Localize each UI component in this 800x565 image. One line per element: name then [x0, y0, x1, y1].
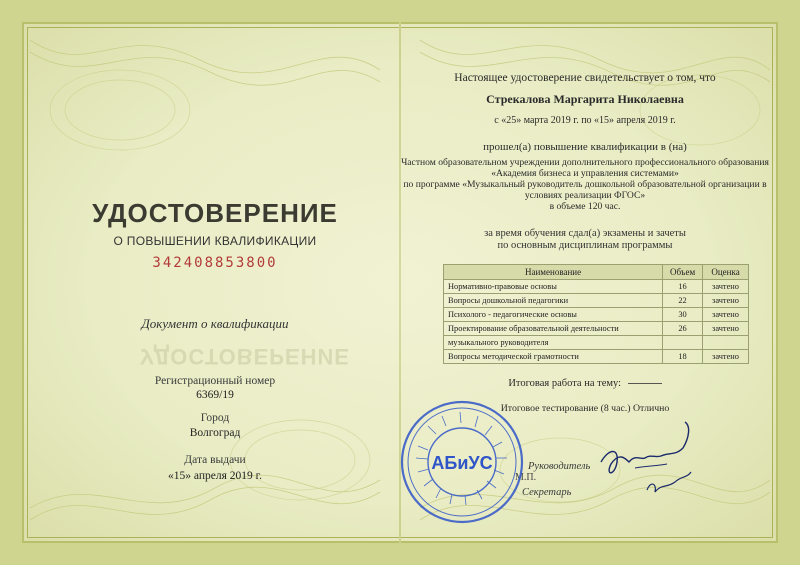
subject-grade: зачтено: [703, 322, 749, 336]
col-header-volume: Объем: [663, 265, 703, 280]
watermark-title: УДОСТОВЕРЕНИЕ: [140, 344, 350, 369]
hours: в объеме 120 час.: [549, 201, 621, 212]
head-label: Руководитель: [528, 461, 591, 472]
subject-hours: 16: [663, 280, 703, 294]
city: Волгоград: [189, 427, 241, 439]
subject-hours: 30: [663, 308, 703, 322]
org-line-2: «Академия бизнеса и управления системами»: [491, 168, 679, 179]
final-work-label: Итоговая работа на тему:: [508, 378, 622, 389]
issue-date-label: Дата выдачи: [184, 454, 246, 466]
city-label: Город: [200, 412, 230, 424]
subject-grade: зачтено: [703, 280, 749, 294]
certificate-title: УДОСТОВЕРЕНИЕ: [92, 198, 338, 228]
table-row: [444, 280, 749, 294]
training-period: с «25» марта 2019 г. по «15» апреля 2019 г.: [494, 115, 676, 126]
subject-name: музыкального руководителя: [444, 336, 663, 350]
subject-name: Психолого - педагогические основы: [444, 308, 663, 322]
exams-text: [400, 228, 770, 252]
subject-hours: 22: [663, 294, 703, 308]
table-row: [444, 308, 749, 322]
final-work-label-row: [400, 378, 770, 389]
issue-date: «15» апреля 2019 г.: [168, 470, 262, 482]
subject-name: Вопросы методической грамотности: [444, 350, 663, 364]
final-work-underline: [628, 383, 662, 384]
subject-grade: [703, 336, 749, 350]
certificate-subtitle: О ПОВЫШЕНИИ КВАЛИФИКАЦИИ: [113, 234, 317, 248]
table-header-row: [444, 265, 749, 280]
table-row: [444, 322, 749, 336]
subject-grade: зачтено: [703, 308, 749, 322]
round-stamp: [398, 398, 526, 526]
subject-grade: зачтено: [703, 350, 749, 364]
organization-block: [400, 157, 770, 212]
serial-number: 342408853800: [152, 255, 278, 271]
subject-hours: [663, 336, 703, 350]
subject-name: Нормативно-правовые основы: [444, 280, 663, 294]
table-row: [444, 336, 749, 350]
subject-grade: зачтено: [703, 294, 749, 308]
reg-number: 6369/19: [196, 389, 234, 401]
head-signature: [595, 418, 705, 508]
table-row: [444, 294, 749, 308]
passed-text: прошел(а) повышение квалификации в (на): [483, 141, 687, 153]
intro-text: Настоящее удостоверение свидетельствует о том, что: [454, 72, 716, 84]
program-line-2: условиях реализации ФГОС»: [524, 190, 646, 201]
document-kind: Документ о квалификации: [141, 316, 289, 331]
program-line-1: по программе «Музыкальный руководитель дошкольной образовательной организации в: [403, 179, 767, 190]
subject-hours: 18: [663, 350, 703, 364]
stamp-place-label: М.П.: [515, 472, 537, 483]
subject-hours: 26: [663, 322, 703, 336]
subject-name: Вопросы дошкольной педагогики: [444, 294, 663, 308]
stamp-center-text: АБиУС: [431, 453, 493, 473]
subject-name: Проектирование образовательной деятельности: [444, 322, 663, 336]
secretary-label: Секретарь: [522, 487, 572, 498]
exams-line-2: по основным дисциплинам программы: [497, 240, 673, 251]
col-header-grade: Оценка: [703, 265, 749, 280]
reg-number-label: Регистрационный номер: [154, 375, 276, 387]
org-line-1: Частном образовательном учреждении дополнительного профессионального образования: [401, 157, 769, 168]
person-name: Стрекалова Маргарита Николаевна: [486, 92, 684, 106]
final-work-value: Итоговое тестирование (8 час.) Отлично: [500, 403, 670, 414]
table-row: [444, 350, 749, 364]
grades-table: [443, 264, 749, 364]
exams-line-1: за время обучения сдал(а) экзамены и зачеты: [484, 228, 686, 239]
col-header-name: Наименование: [444, 265, 663, 280]
